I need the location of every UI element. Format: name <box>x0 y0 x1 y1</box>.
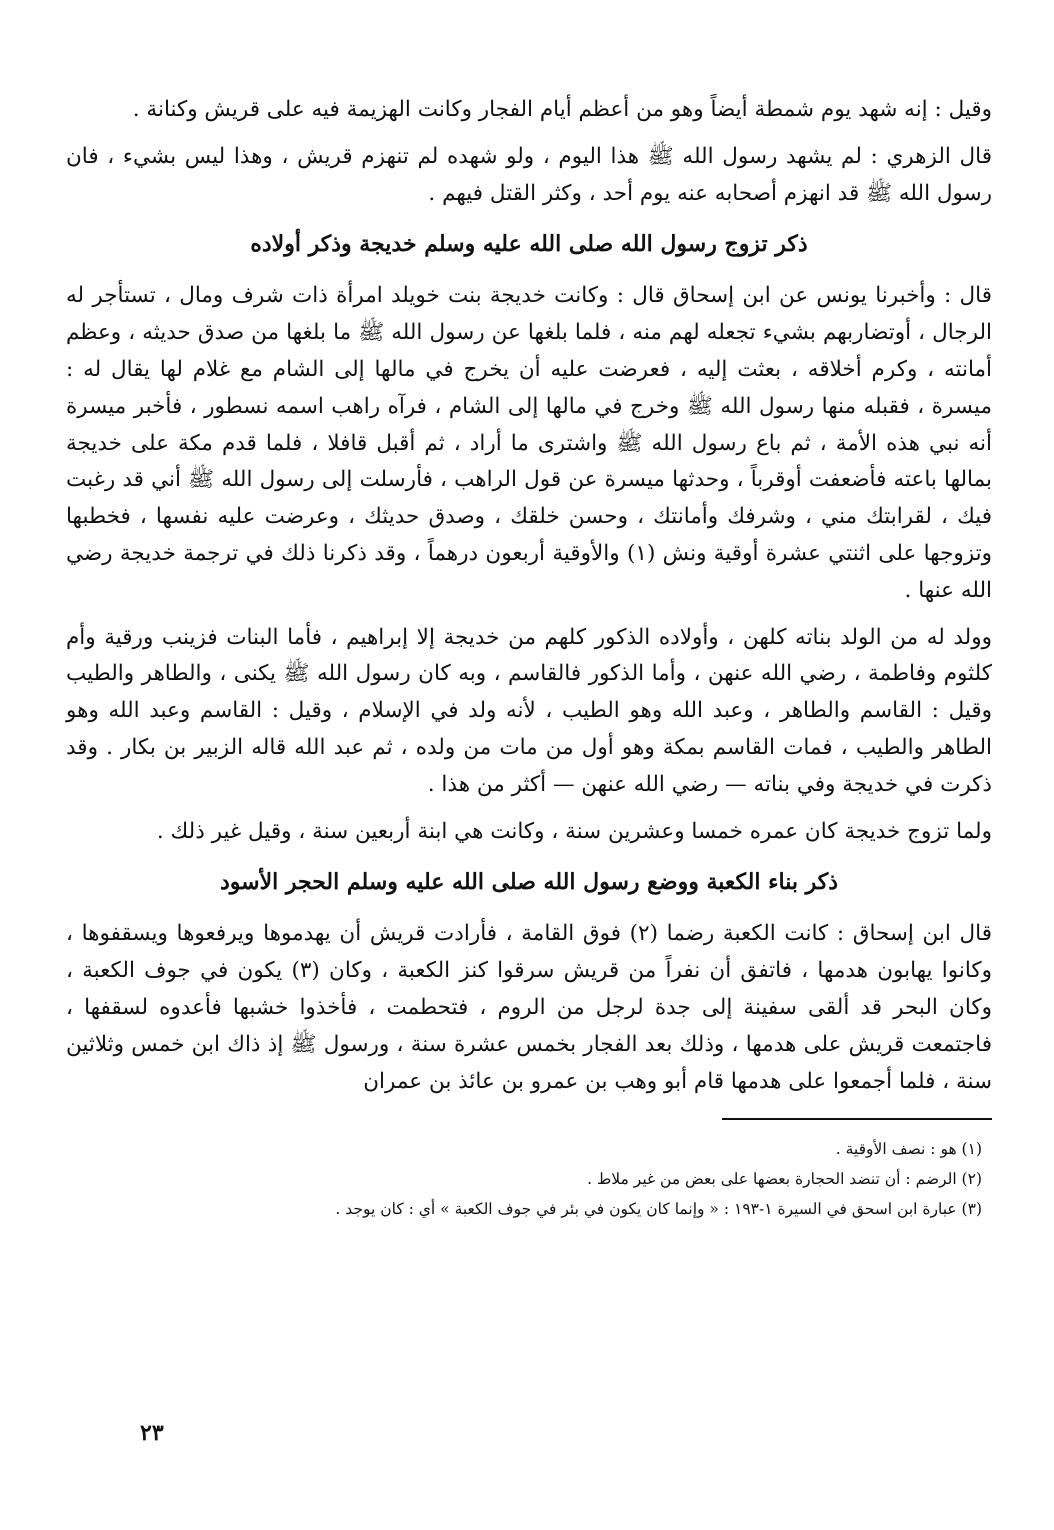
footnote-1: (١) هو : نصف الأوقية . <box>835 1140 982 1159</box>
marriage-paragraph-1: قال : وأخبرنا يونس عن ابن إسحاق قال : وكانت خديجة بنت خويلد امرأة ذات شرف ومال ، تستأجر له الرجال ، أوتضاربهم بشيء تجعله لهم منه ، فلما بلغها عن رسول الله ﷺ ما بلغها من صدق حديثه ، وعظم أمانته ، وكرم أخلاقه ، بعثت إليه ، فعرضت عليه أن يخرج في مالها إلى الشام مع غلام لها يقال له : ميسرة ، فقبله منها رسول الله ﷺ وخرج في مالها إلى الشام ، فرآه راهب اسمه نسطور ، فأخبر ميسرة أنه نبي هذه الأمة ، ثم باع رسول الله ﷺ واشترى ما أراد ، ثم أقبل قافلا ، فلما قدم مكة على خديجة بمالها باعته فأضعفت أوقرباً ، وحدثها ميسرة عن قول الراهب ، فأرسلت إلى رسول الله ﷺ أني قد رغبت فيك ، لقرابتك مني ، وشرفك وأمانتك ، وحسن خلقك ، وصدق حديثك ، وعرضت عليه نفسها ، فخطبها وتزوجها على اثنتي عشرة أوقية ونش (١) والأوقية أربعون درهماً ، وقد ذكرنا ذلك في ترجمة خديجة رضي الله عنها . <box>66 283 992 603</box>
section-kaaba <box>66 864 992 1100</box>
intro-paragraph-1: وقيل : إنه شهد يوم شمطة أيضاً وهو من أعظم أيام الفجار وكانت الهزيمة فيه على قريش وكنانة . <box>132 97 992 122</box>
footnote-3: (٣) عبارة ابن اسحق في السيرة ١-١٩٣ : « وإنما كان يكون في بئر في جوف الكعبة » أي : كان يوجد . <box>335 1200 982 1219</box>
footnote-divider <box>722 1118 992 1120</box>
marriage-paragraph-2: وولد له من الولد بناته كلهن ، وأولاده الذكور كلهم من خديجة إلا إبراهيم ، فأما البنات فزينب ورقية وأم كلثوم وفاطمة ، رضي الله عنهن ، وأما الذكور فالقاسم ، وبه كان رسول الله ﷺ يكنى ، والطاهر والطيب وقيل : القاسم والطاهر ، وعبد الله وهو الطيب ، لأنه ولد في الإسلام ، وقيل : القاسم وعبد الله وهو الطاهر والطيب ، فمات القاسم بمكة وهو أول من مات من ولده ، ثم عبد الله قاله الزبير بن بكار . وقد ذكرت في خديجة وفي بناته — رضي الله عنهن — أكثر من هذا . <box>66 624 992 797</box>
section-heading-kaaba: ذكر بناء الكعبة ووضع رسول الله صلى الله عليه وسلم الحجر الأسود <box>219 869 839 896</box>
section-marriage <box>66 226 992 850</box>
section-heading-marriage: ذكر تزوج رسول الله صلى الله عليه وسلم خديجة وذكر أولاده <box>250 231 808 258</box>
footnote-2: (٢) الرضم : أن تنضد الحجارة بعضها على بعض من غير ملاط . <box>587 1170 982 1189</box>
intro-paragraph-2: قال الزهري : لم يشهد رسول الله ﷺ هذا اليوم ، ولو شهده لم تنهزم قريش ، وهذا ليس بشيء ، فان رسول الله ﷺ قد انهزم أصحابه عنه يوم أحد ، وكثر القتل فيهم . <box>66 143 992 206</box>
kaaba-paragraph-1: قال ابن إسحاق : كانت الكعبة رضما (٢) فوق القامة ، فأرادت قريش أن يهدموها ويرفعوها ويسقفوها ، وكانوا يهابون هدمها ، فاتفق أن نفراً من قريش سرقوا كنز الكعبة ، وكان (٣) يكون في جوف الكعبة ، وكان البحر قد ألقى سفينة إلى جدة لرجل من الروم ، فتحطمت ، فأخذوا خشبها فأعدوه لسقفها ، فاجتمعت قريش على هدمها ، وذلك بعد الفجار بخمس عشرة سنة ، ورسول ﷺ إذ ذاك ابن خمس وثلاثين سنة ، فلما أجمعوا على هدمها قام أبو وهب بن عمرو بن عائذ بن عمران <box>66 921 992 1094</box>
page-number: ٢٣ <box>140 1420 164 1446</box>
footnotes-list <box>66 1134 992 1224</box>
marriage-paragraph-3: ولما تزوج خديجة كان عمره خمسا وعشرين سنة ، وكانت هي ابنة أربعين سنة ، وقيل غير ذلك . <box>156 818 992 844</box>
